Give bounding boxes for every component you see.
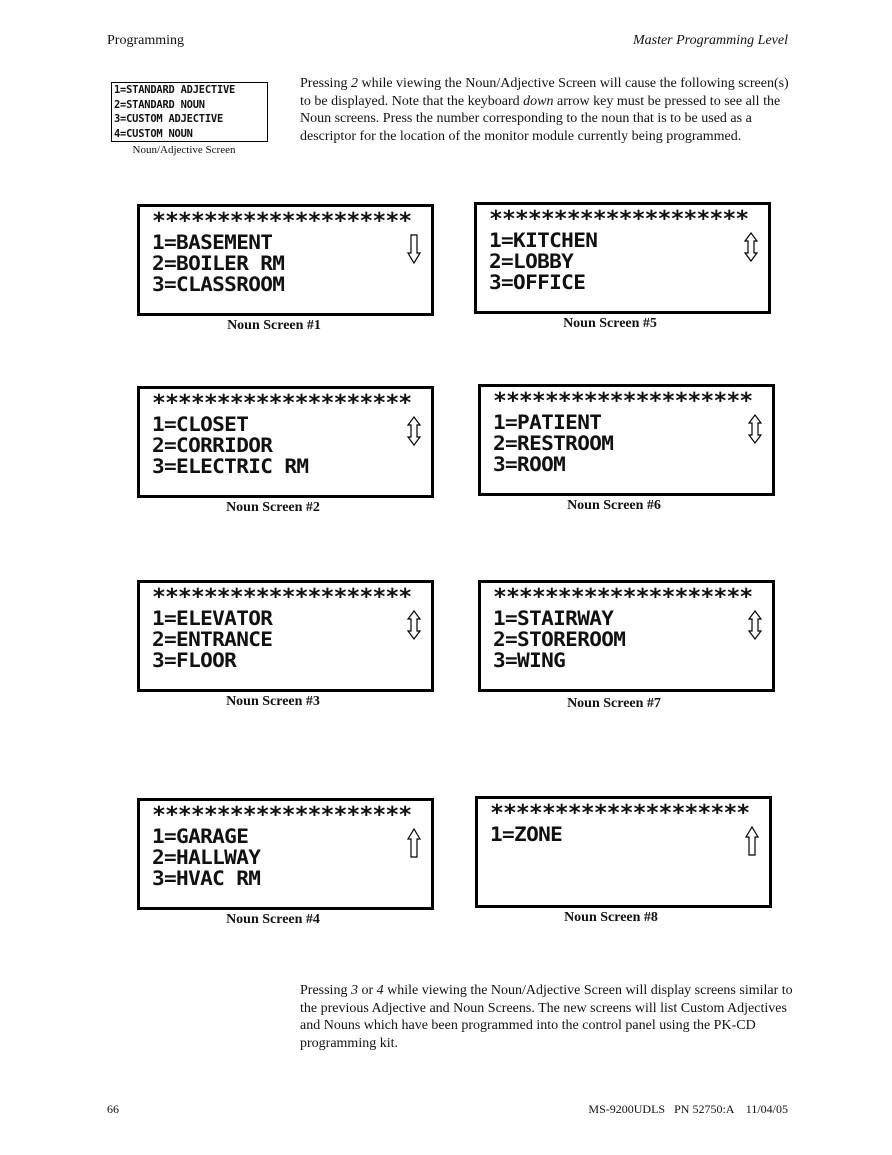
lcd-line: 2=STOREROOM [493,628,626,651]
noun-screen-2 [137,386,434,498]
scroll-up-down-arrow-icon [748,414,762,444]
lcd-line: 3=ROOM [493,453,566,476]
lcd-stars: ******************** [152,585,412,610]
noun-screen-1 [137,204,434,316]
noun-screen-6 [478,384,775,496]
lcd-stars: ******************** [489,207,749,232]
lcd-line: 1=PATIENT [493,411,602,434]
lcd-stars: ******************** [152,391,412,416]
noun-adjective-caption: Noun/Adjective Screen [132,144,236,156]
lcd-line: 3=OFFICE [489,271,586,294]
lcd-line: 1=GARAGE [152,825,249,848]
lcd-stars: ******************** [493,389,753,414]
noun-screen-4 [137,798,434,910]
small-screen-line: 3=CUSTOM ADJECTIVE [114,113,224,126]
header-section-title: Programming [107,33,184,48]
lcd-line: 3=HVAC RM [152,867,261,890]
scroll-up-arrow-icon [745,826,759,856]
scroll-up-down-arrow-icon [407,610,421,640]
small-screen-line: 2=STANDARD NOUN [114,98,205,111]
lcd-line: 1=BASEMENT [152,231,273,254]
noun-screen-7 [478,580,775,692]
lcd-stars: ******************** [490,801,750,826]
document-id: MS-9200UDLS PN 52750:A 11/04/05 [588,1102,788,1116]
page-number: 66 [107,1102,119,1116]
noun-screen-3-caption: Noun Screen #3 [226,694,320,709]
lcd-line: 2=RESTROOM [493,432,614,455]
lcd-line: 2=BOILER RM [152,252,285,275]
scroll-up-down-arrow-icon [407,416,421,446]
small-screen-line: 1=STANDARD ADJECTIVE [114,84,236,96]
noun-screen-1-caption: Noun Screen #1 [227,318,321,333]
scroll-up-down-arrow-icon [744,232,758,262]
lcd-line: 1=STAIRWAY [493,607,614,630]
lcd-line: 3=ELECTRIC RM [152,455,309,478]
lcd-stars: ******************** [152,803,412,828]
noun-screen-6-caption: Noun Screen #6 [567,498,661,513]
header-chapter-title: Master Programming Level [632,33,788,48]
noun-adjective-screen [111,82,268,142]
noun-screen-5-caption: Noun Screen #5 [563,316,657,331]
lcd-line: 2=CORRIDOR [152,434,273,457]
lcd-line: 3=WING [493,649,566,672]
outro-paragraph: Pressing 3 or 4 while viewing the Noun/Adjective Screen will display screens similar to the previous Adjective and Noun Screens. The new screens will list Custom Adjectives and Nouns which have been programmed into the control panel using the PK-CD programming kit. [300,983,793,1051]
lcd-line: 1=ZONE [490,823,563,846]
lcd-stars: ******************** [152,209,412,234]
lcd-line: 3=CLASSROOM [152,273,285,296]
lcd-line: 1=CLOSET [152,413,249,436]
noun-screen-3 [137,580,434,692]
scroll-down-arrow-icon [407,234,421,264]
lcd-line: 2=ENTRANCE [152,628,273,651]
lcd-line: 3=FLOOR [152,649,237,672]
noun-screen-8 [475,796,772,908]
lcd-line: 2=LOBBY [489,250,574,273]
noun-screen-7-caption: Noun Screen #7 [567,696,661,711]
lcd-stars: ******************** [493,585,753,610]
scroll-up-down-arrow-icon [748,610,762,640]
lcd-line: 1=ELEVATOR [152,607,273,630]
small-screen-line: 4=CUSTOM NOUN [114,127,193,140]
noun-screen-8-caption: Noun Screen #8 [564,910,658,925]
intro-paragraph: Pressing 2 while viewing the Noun/Adjective Screen will cause the following screen(s) to be displayed. Note that the keyboard down arrow key must be pressed to see all the Noun screens. Press the number corresponding to the noun that is to be used as a descriptor for the location of the monitor module currently being programmed. [300,76,789,144]
noun-screen-2-caption: Noun Screen #2 [226,500,320,515]
lcd-line [490,866,791,887]
scroll-up-arrow-icon [407,828,421,858]
noun-screen-5 [474,202,771,314]
lcd-line: 2=HALLWAY [152,846,261,869]
noun-screen-4-caption: Noun Screen #4 [226,912,320,927]
lcd-line: 1=KITCHEN [489,229,598,252]
